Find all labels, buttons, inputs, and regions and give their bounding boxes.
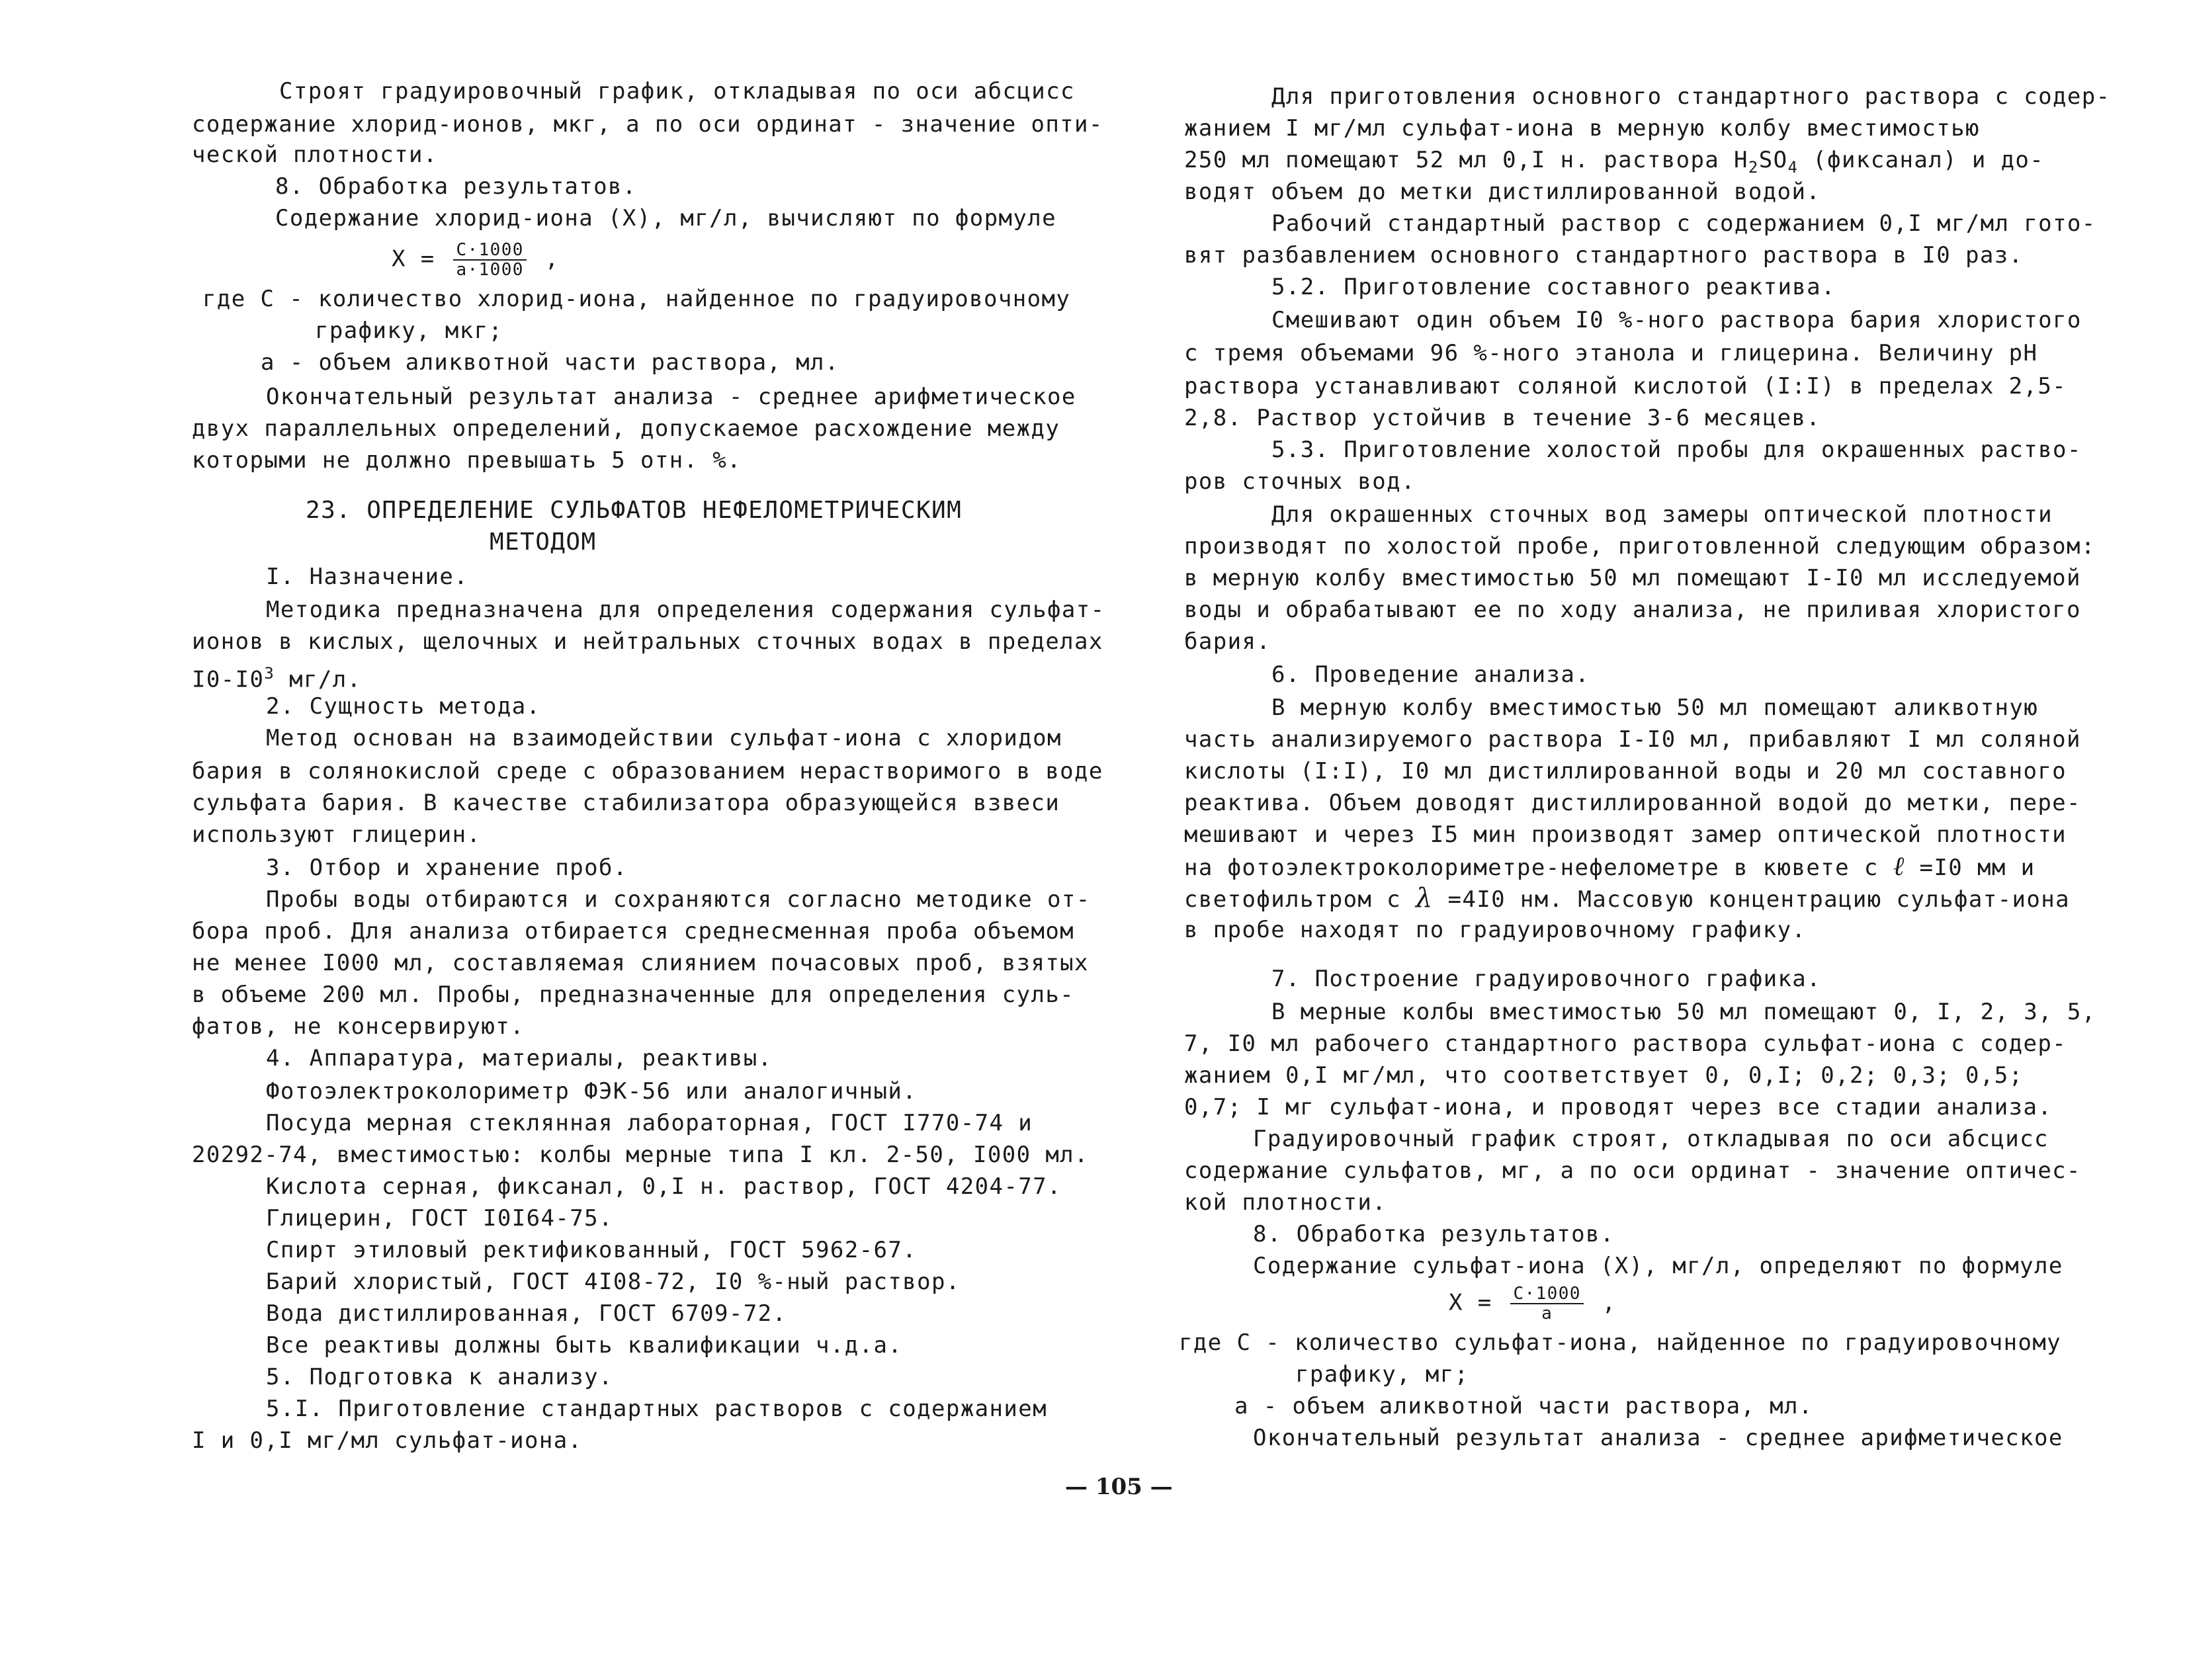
text-line: содержание сульфатов, мг, а по оси ординат - значение оптичес- (1184, 1157, 2081, 1184)
text-fragment: светофильтром с (1184, 886, 1416, 913)
section-heading: 4. Аппаратура, материалы, реактивы. (266, 1045, 773, 1071)
wavelength-symbol: λ (1415, 883, 1434, 913)
text-line: ческой плотности. (192, 142, 438, 168)
text-fragment: 250 мл помещают 52 мл 0,I н. раствора H (1184, 147, 1748, 173)
formula-numerator: C·1000 (1510, 1284, 1583, 1304)
text-line: 20292-74, вместимостью: колбы мерные типа I кл. 2-50, I000 мл. (192, 1142, 1089, 1168)
formula-denominator: a·1000 (456, 260, 524, 280)
page-number: — 105 — (1065, 1474, 1173, 1500)
text-line: используют глицерин. (192, 821, 482, 848)
text-line: Пробы воды отбираются и сохраняются согласно методике от- (266, 886, 1091, 913)
text-line: В мерную колбу вместимостью 50 мл помещают аликвотную (1271, 694, 2039, 721)
text-line: где C - количество сульфат-иона, найденное по градуировочному (1179, 1329, 2062, 1356)
text-line: Содержание хлорид-иона (X), мг/л, вычисляют по формуле (275, 205, 1056, 231)
text-fragment: =4I0 нм. Массовую концентрацию сульфат-иона (1433, 886, 2070, 913)
text-line: часть анализируемого раствора I-I0 мл, прибавляют I мл соляной (1184, 726, 2081, 753)
section-heading: 6. Проведение анализа. (1271, 661, 1590, 688)
section-heading: 8. Обработка результатов. (1253, 1221, 1615, 1247)
text-line: 2,8. Раствор устойчив в течение 3-6 месяцев. (1184, 405, 1821, 431)
text-line: кой плотности. (1184, 1189, 1387, 1216)
text-line: Барий хлористый, ГОСТ 4I08-72, I0 %-ный раствор. (266, 1269, 961, 1295)
text-line: Глицерин, ГОСТ I0I64-75. (266, 1205, 613, 1232)
text-line (192, 660, 361, 693)
text-line: Методика предназначена для определения содержания сульфат- (266, 597, 1105, 623)
text-line: бария. (1184, 628, 1271, 655)
formula-lhs: X = (1449, 1289, 1507, 1316)
text-line: ров сточных вод. (1184, 468, 1416, 495)
text-fragment: на фотоэлектроколориметре-нефелометре в кювете с (1184, 855, 1893, 881)
text-line: Для приготовления основного стандартного раствора с содер- (1271, 83, 2111, 110)
formula-numerator: C·1000 (453, 241, 526, 261)
text-line: 7, I0 мл рабочего стандартного раствора сульфат-иона с содер- (1184, 1030, 2067, 1057)
range-low: I0-I0 (192, 666, 265, 693)
formula-fraction (1510, 1284, 1583, 1323)
text-line: Спирт этиловый ректификованный, ГОСТ 5962-67. (266, 1237, 918, 1263)
text-line: 0,7; I мг сульфат-иона, и проводят через все стадии анализа. (1184, 1094, 2053, 1120)
text-line: бария в солянокислой среде с образованием нерастворимого в воде (192, 758, 1103, 784)
subscript: 4 (1787, 157, 1799, 177)
text-line: сульфата бария. В качестве стабилизатора образующейся взвеси (192, 790, 1060, 816)
text-line: Смешивают один объем I0 %-ного раствора бария хлористого (1271, 307, 2082, 333)
text-line: которыми не должно превышать 5 отн. %. (192, 447, 742, 474)
text-line: раствора устанавливают соляной кислотой (I:I) в пределах 2,5- (1184, 373, 2067, 399)
text-line: графику, мг; (1295, 1361, 1469, 1388)
text-line: реактива. Объем доводят дистиллированной водой до метки, пере- (1184, 790, 2081, 816)
text-line: фатов, не консервируют. (192, 1013, 525, 1040)
text-line: вят разбавлением основного стандартного раствора в I0 раз. (1184, 242, 2024, 269)
section-heading: 5.I. Приготовление стандартных растворов с содержанием (266, 1396, 1047, 1422)
text-line: Содержание сульфат-иона (X), мг/л, определяют по формуле (1253, 1253, 2063, 1279)
text-line: Посуда мерная стеклянная лабораторная, ГОСТ I770-74 и (266, 1110, 1033, 1136)
text-line: жанием 0,I мг/мл, что соответствует 0, 0,I; 0,2; 0,3; 0,5; (1184, 1062, 2024, 1089)
text-line: производят по холостой пробе, приготовленной следующим образом: (1184, 533, 2096, 560)
section-heading: 5.3. Приготовление холостой пробы для окрашенных раство- (1271, 437, 2082, 463)
text-line: где C - количество хлорид-иона, найденное по градуировочному (202, 286, 1071, 312)
text-line: a - объем аликвотной части раствора, мл. (1234, 1393, 1813, 1419)
text-line (1184, 147, 2044, 181)
text-fragment: (фиксанал) и до- (1798, 147, 2045, 173)
formula-fraction (453, 241, 526, 279)
text-line: воды и обрабатывают ее по ходу анализа, не приливая хлористого (1184, 597, 2081, 623)
range-exponent: 3 (264, 664, 275, 683)
section-heading: 7. Построение градуировочного графика. (1271, 966, 1822, 992)
text-line: мешивают и через I5 мин производят замер оптической плотности (1184, 821, 2067, 848)
text-line: графику, мкг; (315, 317, 503, 344)
text-line: Фотоэлектроколориметр ФЭК-56 или аналогичный. (266, 1078, 918, 1105)
text-line: в мерную колбу вместимостью 50 мл помещают I-I0 мл исследуемой (1184, 565, 2081, 591)
text-line: Кислота серная, фиксанал, 0,I н. раствор, ГОСТ 4204-77. (266, 1173, 1062, 1200)
text-line: Для окрашенных сточных вод замеры оптической плотности (1271, 501, 2053, 528)
section-heading: I. Назначение. (266, 564, 469, 590)
text-line: двух параллельных определений, допускаемое расхождение между (192, 415, 1060, 442)
formula-tail: , (530, 245, 560, 273)
text-fragment: SO (1758, 147, 1788, 173)
text-fragment: =I0 мм и (1905, 855, 2036, 881)
text-line: В мерные колбы вместимостью 50 мл помещают 0, I, 2, 3, 5, (1271, 999, 2096, 1025)
text-line: бора проб. Для анализа отбирается среднесменная проба объемом (192, 918, 1075, 945)
text-line: I и 0,I мг/мл сульфат-иона. (192, 1427, 583, 1454)
text-line: a - объем аликвотной части раствора, мл. (261, 349, 839, 376)
text-line: Окончательный результат анализа - среднее арифметическое (266, 384, 1076, 410)
formula-tail: , (1587, 1289, 1617, 1316)
text-line: кислоты (I:I), I0 мл дистиллированной воды и 20 мл составного (1184, 758, 2067, 784)
text-line: Рабочий стандартный раствор с содержанием 0,I мг/мл гото- (1271, 210, 2096, 237)
text-line: ионов в кислых, щелочных и нейтральных сточных водах в пределах (192, 628, 1103, 655)
text-line: с тремя объемами 96 %-ного этанола и глицерина. Величину pH (1184, 340, 2038, 366)
formula-chloride (392, 241, 560, 279)
section-title: МЕТОДОМ (490, 528, 597, 556)
text-line: не менее I000 мл, составляемая слиянием почасовых проб, взятых (192, 950, 1089, 976)
text-line: водят объем до метки дистиллированной водой. (1184, 179, 1821, 205)
text-line: Градуировочный график строят, откладывая по оси абсцисс (1253, 1126, 2049, 1152)
text-line: Вода дистиллированная, ГОСТ 6709-72. (266, 1300, 787, 1327)
text-line (1184, 885, 2070, 913)
range-unit: мг/л. (275, 666, 362, 693)
text-line: Метод основан на взаимодействии сульфат-иона с хлоридом (266, 725, 1062, 751)
section-heading: 2. Сущность метода. (266, 693, 541, 720)
section-heading: 8. Обработка результатов. (275, 173, 637, 200)
text-line (1184, 853, 2036, 881)
text-line: жанием I мг/мл сульфат-иона в мерную колбу вместимостью (1184, 115, 1980, 142)
section-heading: 3. Отбор и хранение проб. (266, 855, 628, 881)
section-title: 23. ОПРЕДЕЛЕНИЕ СУЛЬФАТОВ НЕФЕЛОМЕТРИЧЕСКИМ (306, 497, 963, 524)
cuvette-length-symbol: ℓ (1893, 851, 1905, 882)
subscript: 2 (1748, 157, 1759, 177)
text-line: Строят градуировочный график, откладывая по оси абсцисс (279, 78, 1075, 105)
section-heading: 5. Подготовка к анализу. (266, 1364, 613, 1390)
formula-lhs: X = (392, 245, 450, 273)
text-line: в объеме 200 мл. Пробы, предназначенные для определения суль- (192, 982, 1075, 1008)
text-line: Окончательный результат анализа - среднее арифметическое (1253, 1425, 2063, 1451)
text-line: содержание хлорид-ионов, мкг, а по оси ординат - значение опти- (192, 111, 1103, 138)
text-line: в пробе находят по градуировочному графику. (1184, 917, 1807, 943)
formula-denominator: a (1541, 1304, 1553, 1323)
formula-sulfate (1449, 1284, 1617, 1323)
section-heading: 5.2. Приготовление составного реактива. (1271, 274, 1836, 300)
text-line: Все реактивы должны быть квалификации ч.д.а. (266, 1332, 903, 1359)
